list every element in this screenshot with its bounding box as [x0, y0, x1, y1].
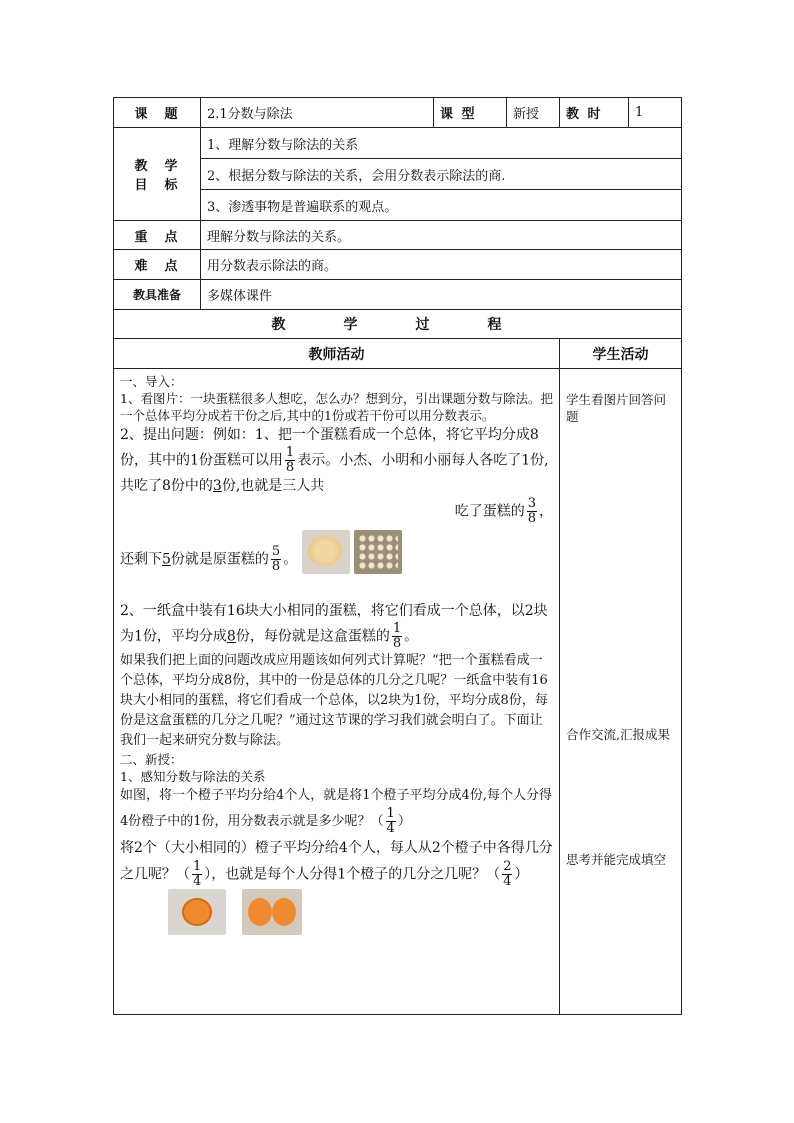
intro-paragraph: 1、看图片：一块蛋糕很多人想吃，怎么办？想到分，引出课题分数与除法。把一个总体平均分成若干份之后,其中的1份或若干份可以用分数表示。: [120, 391, 553, 423]
goal-item: 3、渗透事物是普遍联系的观点。: [201, 190, 682, 221]
teacher-activity-header: 教师活动: [114, 339, 560, 369]
orange-paragraph-2: 将2个（大小相同的）橙子平均分给4个人，每人从2个橙子中各得几分之几呢？（ $\frac{1}{4}$ ），也就是每个人分得1个橙子的几分之几呢？（ $\frac{2}{4}$ ）: [120, 836, 553, 935]
fraction-one-quarter-2: $\frac{1}{4}$: [193, 859, 202, 889]
student-answer-2: 合作交流,汇报成果: [566, 727, 670, 742]
one-orange-photo: [168, 889, 226, 935]
cake-photo: [302, 530, 350, 574]
lesson-plan: [113, 97, 681, 1015]
fraction-five-eighths: $\frac{5}{8}$: [271, 544, 281, 574]
cake-box-photo: [354, 530, 402, 574]
fraction-three-eighths: $\frac{3}{8}$: [527, 496, 536, 526]
fraction-two-quarters: $\frac{2}{4}$: [503, 859, 512, 889]
goals-label-line2: 目 标: [134, 178, 180, 193]
question-paragraph: 2、提出问题：例如：1、把一个蛋糕看成一个总体，将它平均分成8份，其中的1份蛋糕可以用 $\frac{1}{8}$ 表示。小杰、小明和小丽每人各吃了1份,共吃了8份中的3份,也就是三人共: [120, 427, 549, 494]
hours-value: 1: [629, 98, 682, 128]
box-paragraph: 2、一纸盒中装有16块大小相同的蛋糕，将它们看成一个总体，以2块为1份，平均分成8份，每份就是这盒蛋糕的 $\frac{1}{8}$ 。: [120, 603, 548, 651]
goals-label: [114, 128, 201, 221]
teacher-activity-content: [114, 369, 560, 1015]
student-activity-content: [560, 369, 682, 1015]
feel-title: 1、感知分数与除法的关系: [120, 769, 266, 784]
process-title: 教 学 过 程: [114, 310, 682, 339]
topic-label: 课 题: [114, 98, 201, 128]
goals-label-line1: 教 学: [134, 159, 180, 174]
apply-paragraph: 如果我们把上面的问题改成应用题该如何列式计算呢？“把一个蛋糕看成一个总体，平均分成8份，其中的一份是总体的几分之几呢？一纸盒中装有16块大小相同的蛋糕，将它们看成一个总体，以2块为1份，平均分成8份，每份是这盒蛋糕的几分之几呢？”通过这节课的学习我们就会明白了。下面让我们一起来研究分数与除法。: [120, 653, 548, 748]
type-value: 新授: [507, 98, 560, 128]
remaining-line: 还剩下5份就是原蛋糕的 $\frac{5}{8}$ 。: [120, 530, 553, 574]
key-point-value: 理解分数与除法的关系。: [201, 221, 682, 250]
fraction-one-quarter: $\frac{1}{4}$: [386, 806, 395, 836]
difficulty-label: 难 点: [114, 250, 201, 280]
student-answer-1: 学生看图片回答问题: [566, 392, 667, 424]
new-lesson-title: 二、新授：: [120, 752, 183, 767]
type-label: 课 型: [434, 98, 507, 128]
tools-label: 教具准备: [114, 280, 201, 310]
key-point-label: 重 点: [114, 221, 201, 250]
student-answer-3: 思考并能完成填空: [566, 852, 667, 867]
goal-item: 1、理解分数与除法的关系: [201, 128, 682, 159]
intro-title: 一、导入：: [120, 374, 183, 389]
eaten-line: 吃了蛋糕的 $\frac{3}{8}$ ，: [454, 496, 553, 526]
two-oranges-photo: [242, 889, 302, 935]
difficulty-value: 用分数表示除法的商。: [201, 250, 682, 280]
hours-label: 教 时: [560, 98, 629, 128]
fraction-one-eighth-box: $\frac{1}{8}$: [392, 621, 402, 651]
student-activity-header: 学生活动: [560, 339, 682, 369]
topic-value: 2.1分数与除法: [201, 98, 434, 128]
fraction-one-eighth: $\frac{1}{8}$: [285, 445, 295, 475]
orange-paragraph-1: 如图，将一个橙子平均分给4个人，就是将1个橙子平均分成4份,每个人分得4份橙子中的1份，用分数表示就是多少呢？（ $\frac{1}{4}$ ）: [120, 788, 552, 836]
tools-value: 多媒体课件: [201, 280, 682, 310]
lesson-plan-table: [113, 97, 682, 1015]
goal-item: 2、根据分数与除法的关系，会用分数表示除法的商.: [201, 159, 682, 190]
